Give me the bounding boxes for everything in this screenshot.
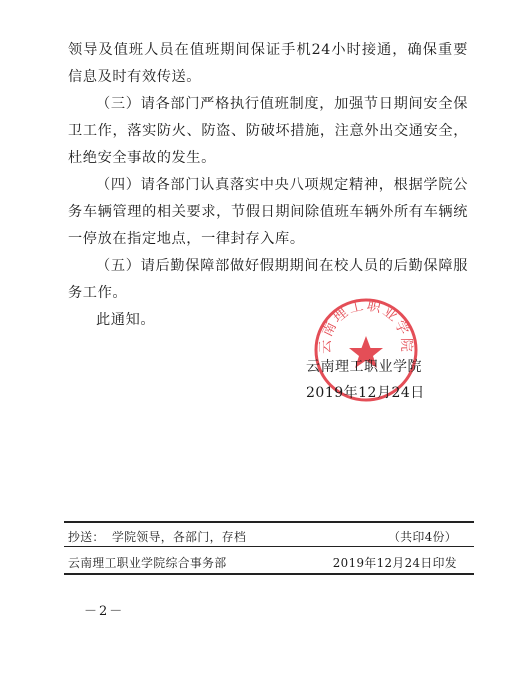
closing-line: 此通知。 (96, 312, 156, 328)
paragraph-phone-duty: 领导及值班人员在值班期间保证手机24小时接通，确保重要信息及时有效传送。 (68, 42, 468, 85)
issue-date: 2019年12月24日印发 (332, 556, 457, 570)
signer-organization: 云南理工职业学院 (306, 359, 422, 375)
seal-text: 云南理工职业学院 (317, 297, 415, 354)
issuing-department: 云南理工职业学院综合事务部 (68, 556, 227, 570)
signature-date: 2019年12月24日 (306, 385, 425, 401)
paragraph-item-3: （三）请各部门严格执行值班制度，加强节日期间安全保卫工作，落实防火、防盗、防破坏措施，注意外出交通安全，杜绝安全事故的发生。 (68, 96, 468, 166)
page-number: －2－ (84, 604, 125, 619)
footer-bottom-rule (64, 573, 474, 575)
paragraph-item-4: （四）请各部门认真落实中央八项规定精神，根据学院公务车辆管理的相关要求，节假日期间除值班车辆外所有车辆统一停放在指定地点，一律封存入库。 (68, 177, 468, 247)
paragraph-item-5: （五）请后勤保障部做好假期期间在校人员的后勤保障服务工作。 (68, 258, 468, 301)
cc-recipients: 学院领导，各部门，存档 (112, 530, 247, 544)
copies-count: （共印4份） (388, 530, 457, 544)
footer-top-rule (64, 521, 474, 523)
cc-label: 抄送： (68, 530, 105, 544)
footer-middle-rule (64, 546, 474, 547)
